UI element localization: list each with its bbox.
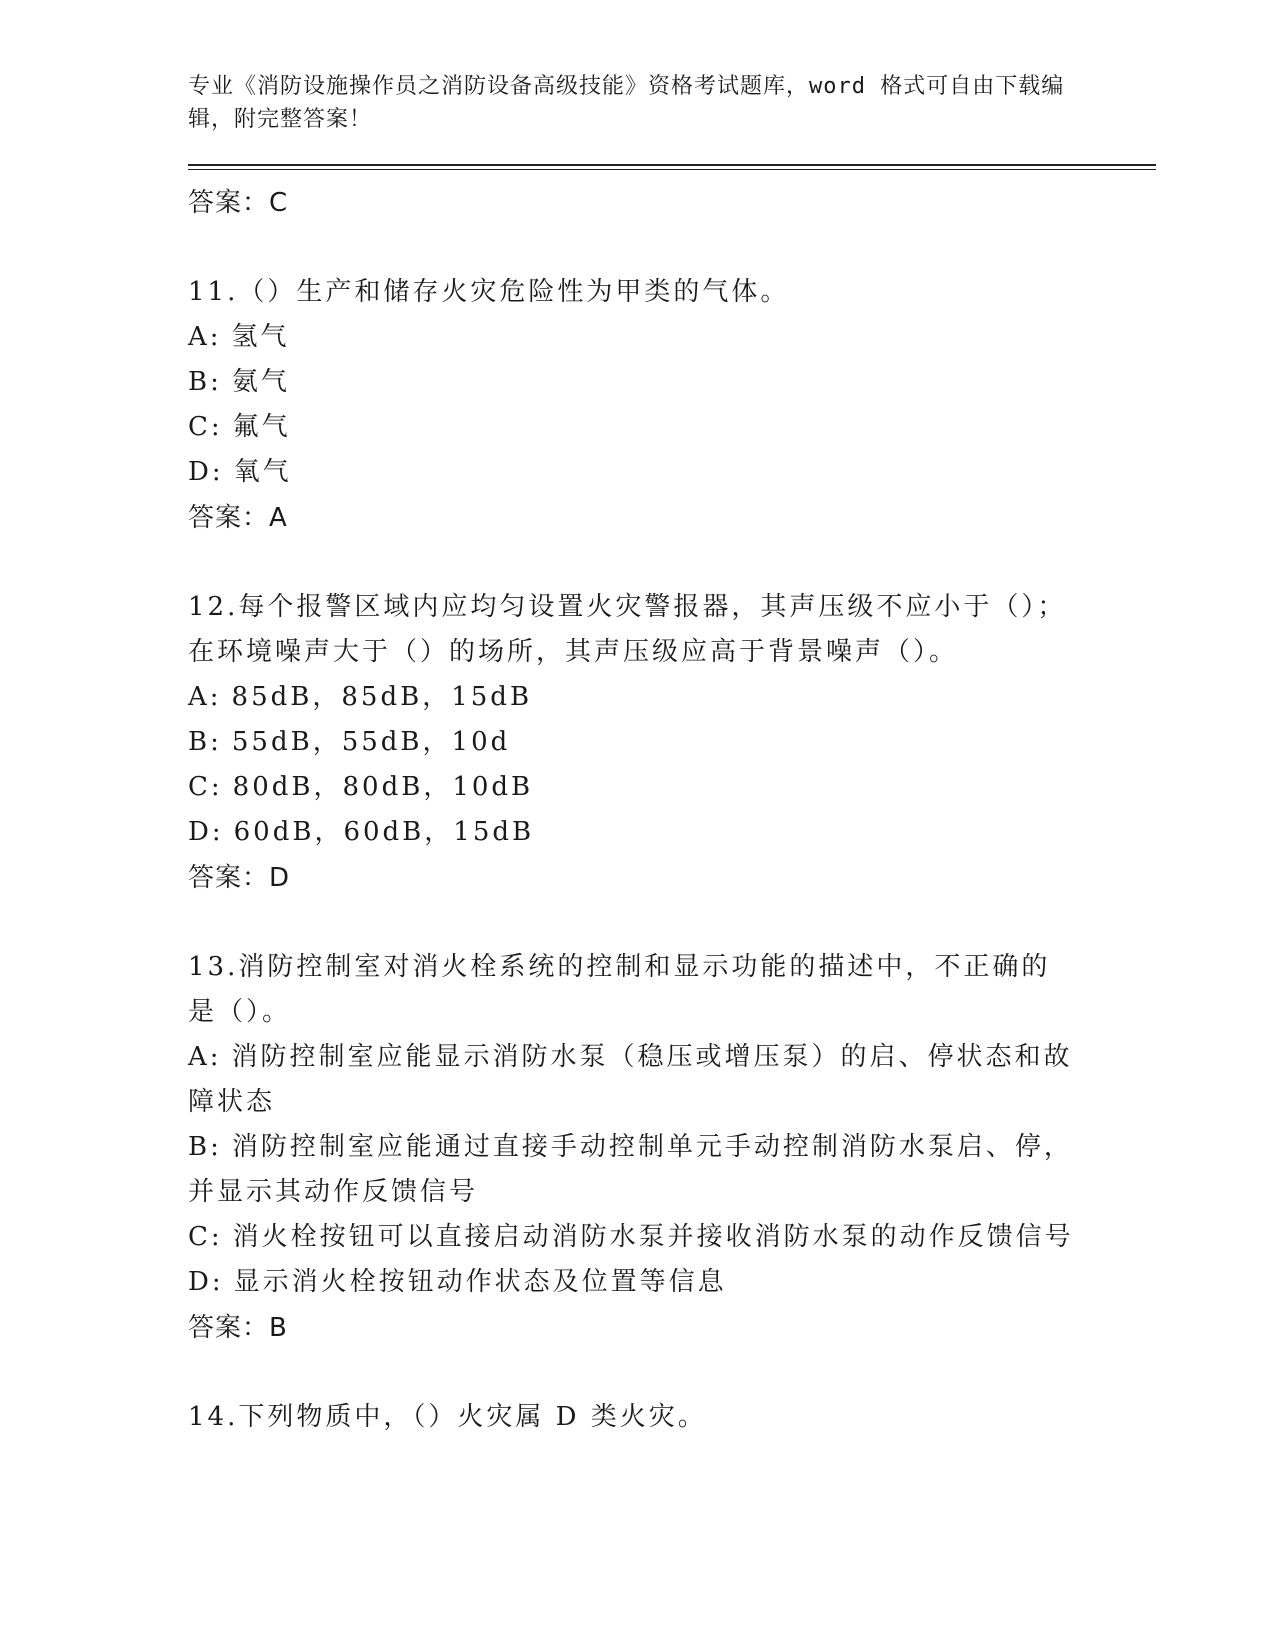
option-label: C: bbox=[188, 1222, 223, 1252]
question-stem: 13.消防控制室对消火栓系统的控制和显示功能的描述中，不正确的是（）。 bbox=[188, 952, 1051, 1027]
option-a bbox=[188, 675, 1078, 720]
option-label: D: bbox=[188, 457, 224, 487]
option-b bbox=[188, 360, 1078, 405]
question-stem: 14.下列物质中，（）火灾属 D 类火灾。 bbox=[188, 1402, 707, 1432]
question-stem: 11.（）生产和储存火灾危险性为甲类的气体。 bbox=[188, 277, 790, 307]
option-label: A: bbox=[188, 322, 222, 352]
option-label: C: bbox=[188, 412, 223, 442]
question-stem: 12.每个报警区域内应均匀设置火灾警报器，其声压级不应小于（）；在环境噪声大于（）的场所，其声压级应高于背景噪声（）。 bbox=[188, 592, 1067, 667]
option-text: 85dB，85dB，15dB bbox=[231, 682, 533, 712]
option-b bbox=[188, 1125, 1078, 1215]
option-d bbox=[188, 450, 1078, 495]
option-label: B: bbox=[188, 1132, 222, 1162]
question-13 bbox=[188, 945, 1148, 1351]
option-label: A: bbox=[188, 1042, 222, 1072]
option-text: 氧气 bbox=[233, 457, 292, 487]
option-text: 消防控制室应能显示消防水泵（稳压或增压泵）的启、停状态和故障状态 bbox=[188, 1042, 1073, 1117]
document-header: 专业《消防设施操作员之消防设备高级技能》资格考试题库，word 格式可自由下载编辑，附完整答案！ bbox=[188, 74, 1065, 132]
option-text: 55dB，55dB，10d bbox=[231, 727, 511, 757]
option-b bbox=[188, 720, 1078, 765]
option-c bbox=[188, 405, 1078, 450]
question-12 bbox=[188, 585, 1148, 901]
option-label: D: bbox=[188, 1267, 224, 1297]
option-text: 60dB，60dB，15dB bbox=[233, 817, 535, 847]
option-text: 氨气 bbox=[231, 367, 290, 397]
answer-line: 答案：D bbox=[188, 863, 291, 893]
option-text: 80dB，80dB，10dB bbox=[232, 772, 534, 802]
answer-line: 答案：B bbox=[188, 1313, 288, 1343]
option-label: A: bbox=[188, 682, 222, 712]
header-divider bbox=[188, 164, 1156, 170]
option-text: 氢气 bbox=[231, 322, 290, 352]
option-text: 消防控制室应能通过直接手动控制单元手动控制消防水泵启、停，并显示其动作反馈信号 bbox=[188, 1132, 1073, 1207]
option-label: D: bbox=[188, 817, 224, 847]
option-d bbox=[188, 1260, 1078, 1305]
option-d bbox=[188, 810, 1078, 855]
option-text: 氟气 bbox=[232, 412, 291, 442]
option-label: B: bbox=[188, 367, 222, 397]
question-11 bbox=[188, 270, 1148, 541]
option-a bbox=[188, 315, 1078, 360]
answer-line: 答案：A bbox=[188, 503, 288, 533]
option-c bbox=[188, 765, 1078, 810]
option-label: C: bbox=[188, 772, 223, 802]
option-label: B: bbox=[188, 727, 222, 757]
option-a bbox=[188, 1035, 1078, 1125]
question-14 bbox=[188, 1395, 1148, 1440]
document-page bbox=[188, 70, 1148, 1440]
option-text: 消火栓按钮可以直接启动消防水泵并接收消防水泵的动作反馈信号 bbox=[232, 1222, 1074, 1252]
option-c bbox=[188, 1215, 1078, 1260]
answer-line: 答案：C bbox=[188, 188, 289, 218]
option-text: 显示消火栓按钮动作状态及位置等信息 bbox=[233, 1267, 727, 1297]
